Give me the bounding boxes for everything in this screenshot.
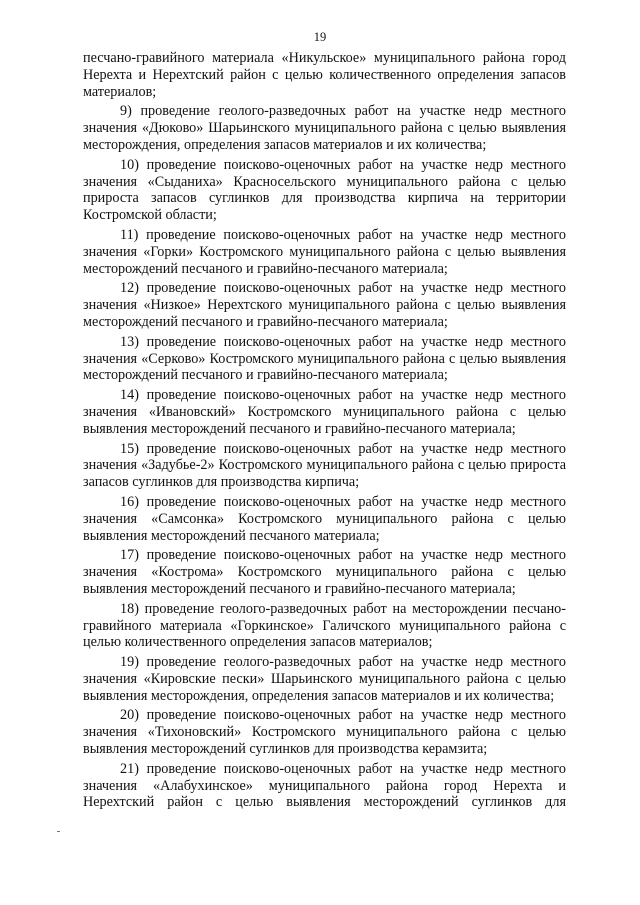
document-body: [83, 50, 566, 811]
page-number: 19: [313, 30, 327, 44]
list-item-20: 20) проведение поисково-оценочных работ на участке недр местного значения «Тихоновский» Костромского муниципального района с целью выявления месторождений суглинков для производства керамзита;: [83, 707, 566, 758]
list-item-17: 17) проведение поисково-оценочных работ на участке недр местного значения «Кострома» Костромского муниципального района с целью выявления месторождений песчаного и гравийно-песчаного материала;: [83, 547, 566, 597]
list-item-16: 16) проведение поисково-оценочных работ на участке недр местного значения «Самсонка» Костромского муниципального района с целью выявления месторождений песчаного материала;: [83, 493, 566, 544]
list-item-21: 21) проведение поисково-оценочных работ на участке недр местного значения «Алабухинское» муниципального района город Нерехта и Нерехтский район с целью выявления месторождений суглинков для: [83, 760, 566, 811]
list-item-9: 9) проведение геолого-разведочных работ на участке недр местного значения «Дюково» Шарьинского муниципального района с целью выявления месторождения, определения запасов материалов и их количества;: [83, 103, 566, 153]
list-item-11: 11) проведение поисково-оценочных работ на участке недр местного значения «Горки» Костромского муниципального района с целью выявления месторождений песчаного и гравийно-песчаного материала;: [83, 226, 566, 277]
list-item-10: 10) проведение поисково-оценочных работ на участке недр местного значения «Сыданиха» Красносельского муниципального района с целью прироста запасов суглинков для производства кирпича на территории Костромской области;: [83, 156, 566, 224]
list-item-19: 19) проведение геолого-разведочных работ на участке недр местного значения «Кировские пески» Шарьинского муниципального района с целью выявления месторождения, определения запасов материалов и их количества;: [83, 654, 566, 704]
paragraph-continuation: песчано-гравийного материала «Никульское» муниципального района город Нерехта и Нерехтский район с целью количественного определения запасов материалов;: [83, 50, 566, 100]
list-item-15: 15) проведение поисково-оценочных работ на участке недр местного значения «Задубье-2» Костромского муниципального района с целью прироста запасов суглинков для производства кирпича;: [83, 440, 566, 491]
scan-artifact-mark: [57, 831, 60, 832]
list-item-14: 14) проведение поисково-оценочных работ на участке недр местного значения «Ивановский» Костромского муниципального района с целью выявления месторождений песчаного и гравийно-песчаного материала;: [83, 387, 566, 437]
list-item-13: 13) проведение поисково-оценочных работ на участке недр местного значения «Серково» Костромского муниципального района с целью выявления месторождений песчаного и гравийно-песчаного материала;: [83, 333, 566, 384]
list-item-12: 12) проведение поисково-оценочных работ на участке недр местного значения «Низкое» Нерехтского муниципального района с целью выявления месторождений песчаного и гравийно-песчаного материала;: [83, 280, 566, 330]
list-item-18: 18) проведение геолого-разведочных работ на месторождении песчано-гравийного материала «Горкинское» Галичского муниципального района с целью количественного определения запасов материалов;: [83, 600, 566, 651]
